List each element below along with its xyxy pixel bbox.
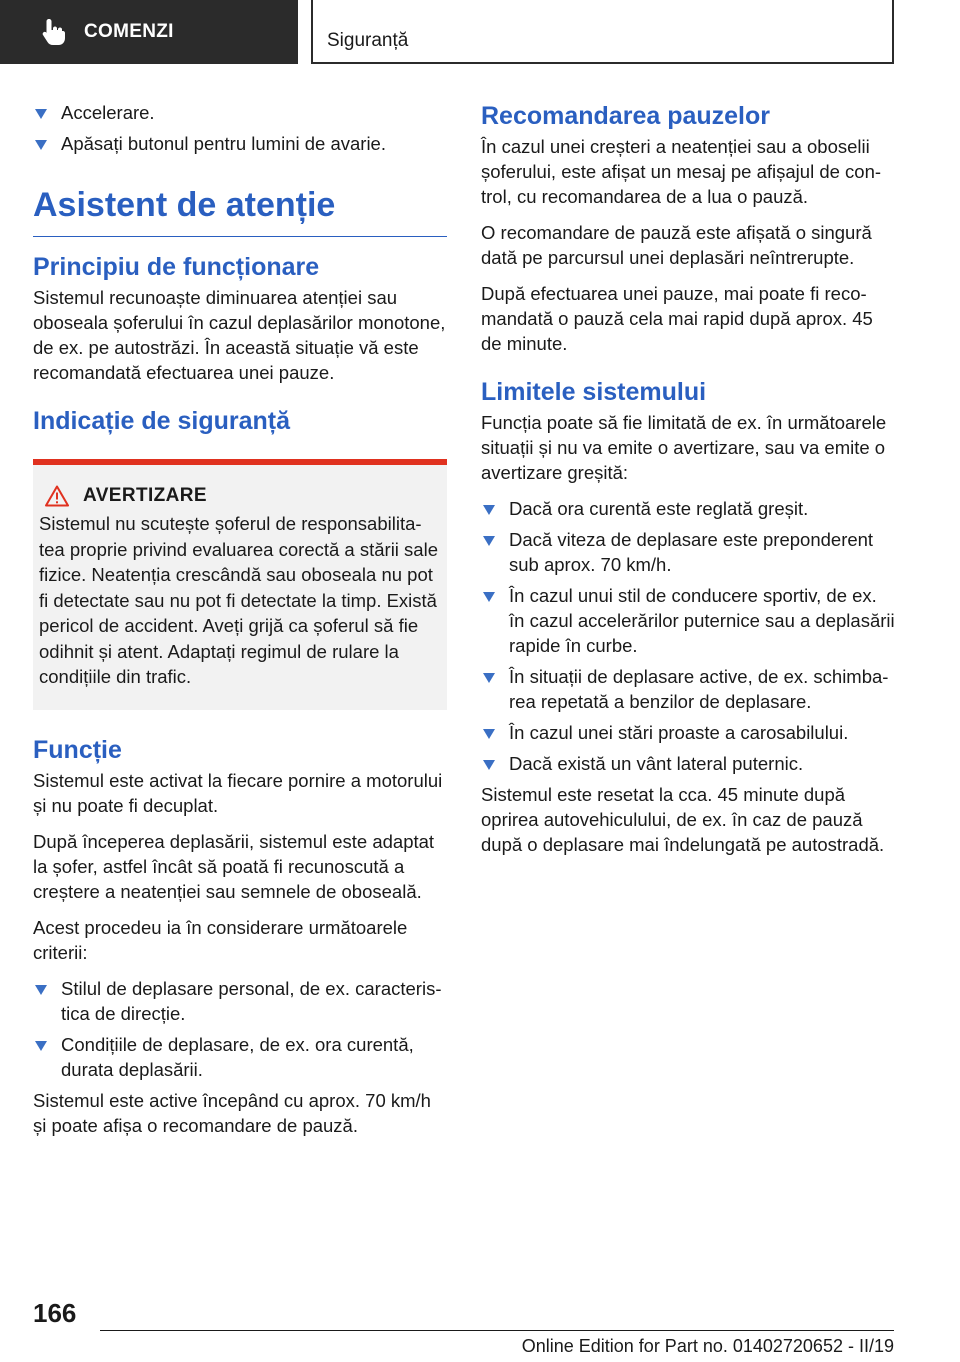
footer-edition: Online Edition for Part no. 01402720652 - II/19 xyxy=(521,1336,894,1356)
hand-pointer-icon xyxy=(40,17,68,47)
triangle-bullet-icon xyxy=(35,109,47,119)
section-title-principiu: Principiu de funcționare xyxy=(33,253,320,281)
tab-siguranta[interactable] xyxy=(311,0,894,64)
section-title-limite: Limitele sistemului xyxy=(481,378,707,406)
warning-triangle-icon xyxy=(45,485,69,507)
footer-divider xyxy=(100,1330,894,1331)
section-title-indicatie: Indicație de siguranță xyxy=(33,407,291,435)
warning-text: Sistemul nu scutește șoferul de responsabilitatea proprie privind evaluarea corectă a stării sale fizice. Neatenția crescândă sau oboseala nu pot fi detectate sau nu pot fi detectate la timp. Există pericol de accident. Aveți grijă ca șoferul să fie odihnit și atent. Adaptați regimul de rulare la condițiile din trafic. xyxy=(39,513,438,687)
list-item: Dacă există un vânt lateral puternic. xyxy=(481,751,895,776)
section-title-recomandare: Recomandarea pauzelor xyxy=(481,102,770,130)
page-number: 166 xyxy=(33,1298,77,1328)
list-item: Stilul de deplasare personal, de ex. caracteristica de direcție. xyxy=(33,976,447,1026)
list-item: În cazul unei stări proaste a carosabilului. xyxy=(481,720,895,745)
left-column xyxy=(33,100,447,1149)
list-item: Dacă viteza de deplasare este preponderent sub aprox. 70 km/h. xyxy=(481,527,895,577)
bullet-list-top xyxy=(33,100,447,156)
list-item: Condițiile de deplasare, de ex. ora curentă, durata deplasării. xyxy=(33,1032,447,1082)
functie-p1: Sistemul este activat la fiecare pornire a motorului și nu poate fi decuplat. xyxy=(33,769,443,816)
recomandare-p3: După efectuarea unei pauze, mai poate fi recomandată o pauză cela mai rapid după aprox. 45 de minute. xyxy=(481,283,873,354)
triangle-bullet-icon xyxy=(483,536,495,546)
triangle-bullet-icon xyxy=(483,505,495,515)
page-header xyxy=(0,0,960,66)
triangle-bullet-icon xyxy=(35,985,47,995)
functie-criteria-list xyxy=(33,976,447,1082)
triangle-bullet-icon xyxy=(483,592,495,602)
functie-p2: După începerea deplasării, sistemul este adaptat la șofer, astfel încât să poată fi recunoscută a creștere a neatenției sau semnele de oboseală. xyxy=(33,830,435,902)
triangle-bullet-icon xyxy=(483,729,495,739)
tab-comenzi[interactable] xyxy=(0,0,298,64)
functie-p4: Sistemul este active începând cu aprox. 70 km/h și poate afișa o recomandare de pauză. xyxy=(33,1089,431,1136)
list-item: În cazul unui stil de conducere sportiv, de ex. în cazul accelerărilor puternice sau a deplasării rapide în curbe. xyxy=(481,583,895,658)
triangle-bullet-icon xyxy=(483,673,495,683)
warning-label: AVERTIZARE xyxy=(83,485,207,506)
warning-header xyxy=(39,485,441,507)
chapter-title: Asistent de atenție xyxy=(33,186,336,224)
list-item: Apăsați butonul pentru lumini de avarie. xyxy=(33,131,447,156)
limite-p1: Funcția poate să fie limitată de ex. în următoarele situații și nu va emite o avertizare, sau va emite o avertizare greșită: xyxy=(481,412,887,483)
tab-siguranta-label: Siguranță xyxy=(327,30,409,51)
list-item: Accelerare. xyxy=(33,100,447,125)
recomandare-p1: În cazul unei creșteri a neatenției sau a oboselii șoferului, este afișat un mesaj pe afișajul de control, cu recomandarea de a lua o pauză. xyxy=(481,136,882,207)
section-title-functie: Funcție xyxy=(33,735,122,764)
triangle-bullet-icon xyxy=(35,140,47,150)
functie-p3: Acest procedeu ia în considerare următoarele criterii: xyxy=(33,916,408,963)
triangle-bullet-icon xyxy=(483,760,495,770)
list-item: Dacă ora curentă este reglată greșit. xyxy=(481,496,895,521)
right-column xyxy=(481,100,895,868)
triangle-bullet-icon xyxy=(35,1041,47,1051)
list-item: În situații de deplasare active, de ex. schimbarea repetată a benzilor de deplasare. xyxy=(481,664,895,714)
chapter-heading xyxy=(33,184,447,237)
principiu-text: Sistemul recunoaște diminuarea atenției sau oboseala șoferului în cazul deplasărilor monotone, de ex. pe autostrăzi. În această situație vă este recomandată efectuarea unei pauze. xyxy=(33,287,446,383)
warning-box xyxy=(33,459,447,710)
recomandare-p2: O recomandare de pauză este afișată o singură dată pe parcursul unei deplasări neîntrerupte. xyxy=(481,222,872,268)
tab-comenzi-label: COMENZI xyxy=(84,21,174,42)
limite-p2: Sistemul este resetat la cca. 45 minute după oprirea autovehiculului, de ex. în caz de pauză după o deplasare mai îndelungată pe autostradă. xyxy=(481,784,885,855)
limite-list xyxy=(481,496,895,776)
